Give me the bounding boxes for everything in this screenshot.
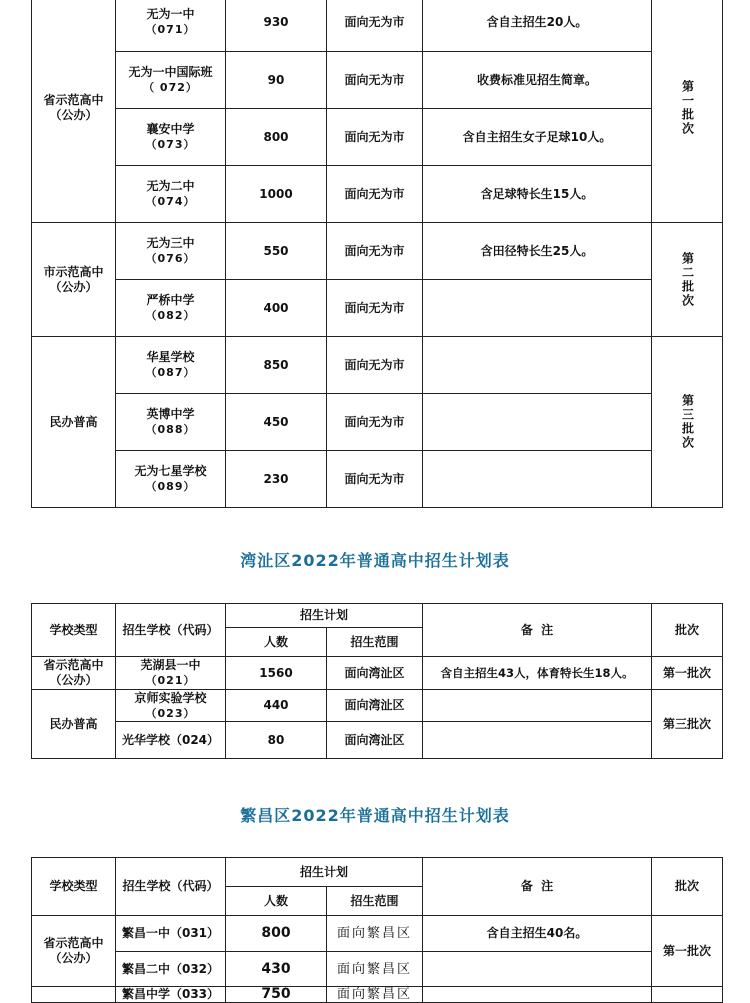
- school-type-cell: 省示范高中 （公办）: [32, 0, 116, 223]
- range-cell: 面向湾沚区: [327, 657, 423, 690]
- header-plan: 招生计划: [226, 858, 423, 887]
- table-row: [32, 166, 723, 223]
- school-cell: 无为一中 （071）: [116, 0, 226, 52]
- header-note: 备 注: [423, 858, 652, 916]
- school-cell: 繁昌二中（032）: [116, 952, 226, 987]
- table-row: [32, 0, 723, 52]
- range-cell: 面向湾沚区: [327, 690, 423, 722]
- header-range: 招生范围: [327, 887, 423, 916]
- wanzhi-table-title: 湾沚区2022年普通高中招生计划表: [240, 551, 510, 570]
- school-cell: 繁昌一中（031）: [116, 916, 226, 952]
- header-school-type: 学校类型: [32, 858, 116, 916]
- table-row: [32, 223, 723, 280]
- range-cell: 面向繁昌区: [327, 987, 423, 1003]
- school-cell: 光华学校（024）: [116, 722, 226, 759]
- header-plan: 招生计划: [226, 604, 423, 628]
- header-school: 招生学校（代码）: [116, 604, 226, 657]
- range-cell: 面向湾沚区: [327, 722, 423, 759]
- count-cell: 850: [226, 337, 327, 394]
- school-cell: 繁昌中学（033）: [116, 987, 226, 1003]
- header-school-type: 学校类型: [32, 604, 116, 657]
- school-type-cell: 省示范高中 （公办）: [32, 657, 116, 690]
- count-cell: 1560: [226, 657, 327, 690]
- school-cell: 无为二中 （074）: [116, 166, 226, 223]
- note-cell: 含自主招生20人。: [423, 0, 652, 52]
- note-cell: 含足球特长生15人。: [423, 166, 652, 223]
- school-type-cell: [32, 987, 116, 1003]
- batch-cell: 第二批次: [652, 223, 723, 337]
- note-cell: 含自主招生43人，体育特长生18人。: [423, 657, 652, 690]
- count-cell: 430: [226, 952, 327, 987]
- header-note: 备 注: [423, 604, 652, 657]
- note-cell: [423, 690, 652, 722]
- count-cell: 230: [226, 451, 327, 508]
- batch-cell: 第一批次: [652, 0, 723, 223]
- batch-cell: 第一批次: [652, 657, 723, 690]
- table-row: [32, 337, 723, 394]
- school-cell: 襄安中学 （073）: [116, 109, 226, 166]
- note-cell: 含田径特长生25人。: [423, 223, 652, 280]
- school-cell: 无为七星学校 （089）: [116, 451, 226, 508]
- range-cell: 面向无为市: [327, 223, 423, 280]
- count-cell: 80: [226, 722, 327, 759]
- header-school: 招生学校（代码）: [116, 858, 226, 916]
- note-cell: [423, 337, 652, 394]
- count-cell: 450: [226, 394, 327, 451]
- table-row: [32, 657, 723, 690]
- table-header-row: [32, 604, 723, 628]
- range-cell: 面向无为市: [327, 166, 423, 223]
- header-count: 人数: [226, 628, 327, 657]
- batch-cell: [652, 987, 723, 1003]
- table-row: [32, 916, 723, 952]
- range-cell: 面向繁昌区: [327, 952, 423, 987]
- table-row: [32, 690, 723, 722]
- note-cell: [423, 987, 652, 1003]
- batch-cell: 第一批次: [652, 916, 723, 987]
- school-cell: 英博中学 （088）: [116, 394, 226, 451]
- note-cell: 收费标准见招生简章。: [423, 52, 652, 109]
- school-type-cell: 民办普高: [32, 690, 116, 759]
- header-batch: 批次: [652, 604, 723, 657]
- count-cell: 1000: [226, 166, 327, 223]
- fanchang-plan-table: [31, 857, 723, 1003]
- table-row: [32, 722, 723, 759]
- note-cell: [423, 280, 652, 337]
- school-type-cell: 市示范高中 （公办）: [32, 223, 116, 337]
- note-cell: 含自主招生女子足球10人。: [423, 109, 652, 166]
- range-cell: 面向无为市: [327, 109, 423, 166]
- note-cell: [423, 451, 652, 508]
- count-cell: 400: [226, 280, 327, 337]
- table-row: [32, 451, 723, 508]
- range-cell: 面向无为市: [327, 451, 423, 508]
- batch-cell: 第三批次: [652, 690, 723, 759]
- wuwei-plan-table: [31, 0, 723, 508]
- range-cell: 面向无为市: [327, 52, 423, 109]
- count-cell: 800: [226, 916, 327, 952]
- table-row: [32, 987, 723, 1003]
- note-cell: [423, 722, 652, 759]
- batch-cell: 第三批次: [652, 337, 723, 508]
- count-cell: 800: [226, 109, 327, 166]
- note-cell: [423, 394, 652, 451]
- range-cell: 面向无为市: [327, 280, 423, 337]
- range-cell: 面向无为市: [327, 0, 423, 52]
- note-cell: [423, 952, 652, 987]
- table-row: [32, 394, 723, 451]
- table-row: [32, 280, 723, 337]
- school-cell: 华星学校 （087）: [116, 337, 226, 394]
- table-row: [32, 109, 723, 166]
- table-row: [32, 52, 723, 109]
- school-type-cell: 民办普高: [32, 337, 116, 508]
- count-cell: 750: [226, 987, 327, 1003]
- table-header-row: [32, 858, 723, 887]
- header-count: 人数: [226, 887, 327, 916]
- range-cell: 面向无为市: [327, 394, 423, 451]
- range-cell: 面向繁昌区: [327, 916, 423, 952]
- school-cell: 芜湖县一中 （021）: [116, 657, 226, 690]
- header-batch: 批次: [652, 858, 723, 916]
- count-cell: 550: [226, 223, 327, 280]
- school-cell: 无为三中 （076）: [116, 223, 226, 280]
- count-cell: 440: [226, 690, 327, 722]
- school-cell: 无为一中国际班 （ 072）: [116, 52, 226, 109]
- school-type-cell: 省示范高中 （公办）: [32, 916, 116, 987]
- count-cell: 930: [226, 0, 327, 52]
- school-cell: 严桥中学 （082）: [116, 280, 226, 337]
- note-cell: 含自主招生40名。: [423, 916, 652, 952]
- count-cell: 90: [226, 52, 327, 109]
- range-cell: 面向无为市: [327, 337, 423, 394]
- wanzhi-plan-table: [31, 603, 723, 759]
- table-row: [32, 952, 723, 987]
- fanchang-table-title: 繁昌区2022年普通高中招生计划表: [240, 806, 510, 825]
- header-range: 招生范围: [327, 628, 423, 657]
- school-cell: 京师实验学校 （023）: [116, 690, 226, 722]
